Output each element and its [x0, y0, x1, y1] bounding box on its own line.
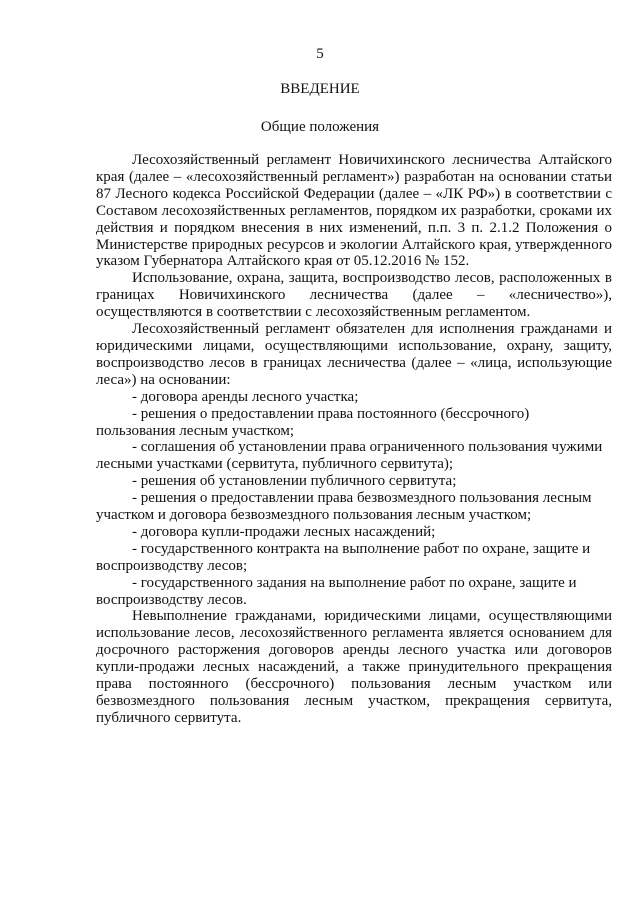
list-item: - государственного задания на выполнение работ по охране, защите и воспроизводству лесов.: [96, 574, 577, 608]
list-item: - договора аренды лесного участка;: [132, 388, 359, 405]
list-item: - соглашения об установлении права ограниченного пользования чужими лесными участками (сервитута, публичного сервитута);: [96, 439, 603, 473]
section-subheading: Общие положения: [260, 119, 380, 135]
list-item: - решения об установлении публичного сервитута;: [132, 473, 457, 490]
paragraph-closing: Невыполнение гражданами, юридическими лицами, осуществляющими использование лесов, лесохозяйственного регламента является основанием для досрочного расторжения договоров аренды лесного участка или договоров купли-продажи лесных насаждений, а также принудительного прекращения права постоянного (бессрочного) пользования лесным участком или безвозмездного пользования лесным участком, прекращения сервитута, публичного сервитута.: [96, 608, 612, 726]
paragraph-usage: Использование, охрана, защита, воспроизводство лесов, расположенных в границах Новичихинского лесничества (далее – «лесничество»), осуществляются в соответствии с лесохозяйственным регламентом.: [96, 270, 612, 321]
list-item: - договора купли-продажи лесных насаждений;: [132, 523, 436, 540]
list-item: - решения о предоставлении права постоянного (бессрочного) пользования лесным участком;: [96, 405, 530, 439]
list-item: - государственного контракта на выполнение работ по охране, защите и воспроизводству лесов;: [96, 540, 591, 574]
paragraph-intro: Лесохозяйственный регламент Новичихинского лесничества Алтайского края (далее – «лесохозяйственный регламент») разработан на основании статьи 87 Лесного кодекса Российской Федерации (далее – «ЛК РФ») в соответствии с Составом лесохозяйственных регламентов, порядком их разработки, сроками их действия и порядком внесения в них изменений, п.п. 3 п. 2.1.2 Положения о Министерстве природных ресурсов и экологии Алтайского края, утвержденного указом Губернатора Алтайского края от 05.12.2016 № 152.: [96, 152, 612, 270]
document-body: [96, 152, 612, 727]
paragraph-obligation: Лесохозяйственный регламент обязателен для исполнения гражданами и юридическими лицами, осуществляющими использование, охрану, защиту, воспроизводство лесов в границах лесничества (далее – «лица, использующие леса») на основании:: [96, 321, 612, 388]
page-number: 5: [316, 46, 324, 62]
section-heading: ВВЕДЕНИЕ: [280, 81, 360, 97]
list-item: - решения о предоставлении права безвозмездного пользования лесным участком и договора безвозмездного пользования лесным участком;: [96, 490, 592, 524]
